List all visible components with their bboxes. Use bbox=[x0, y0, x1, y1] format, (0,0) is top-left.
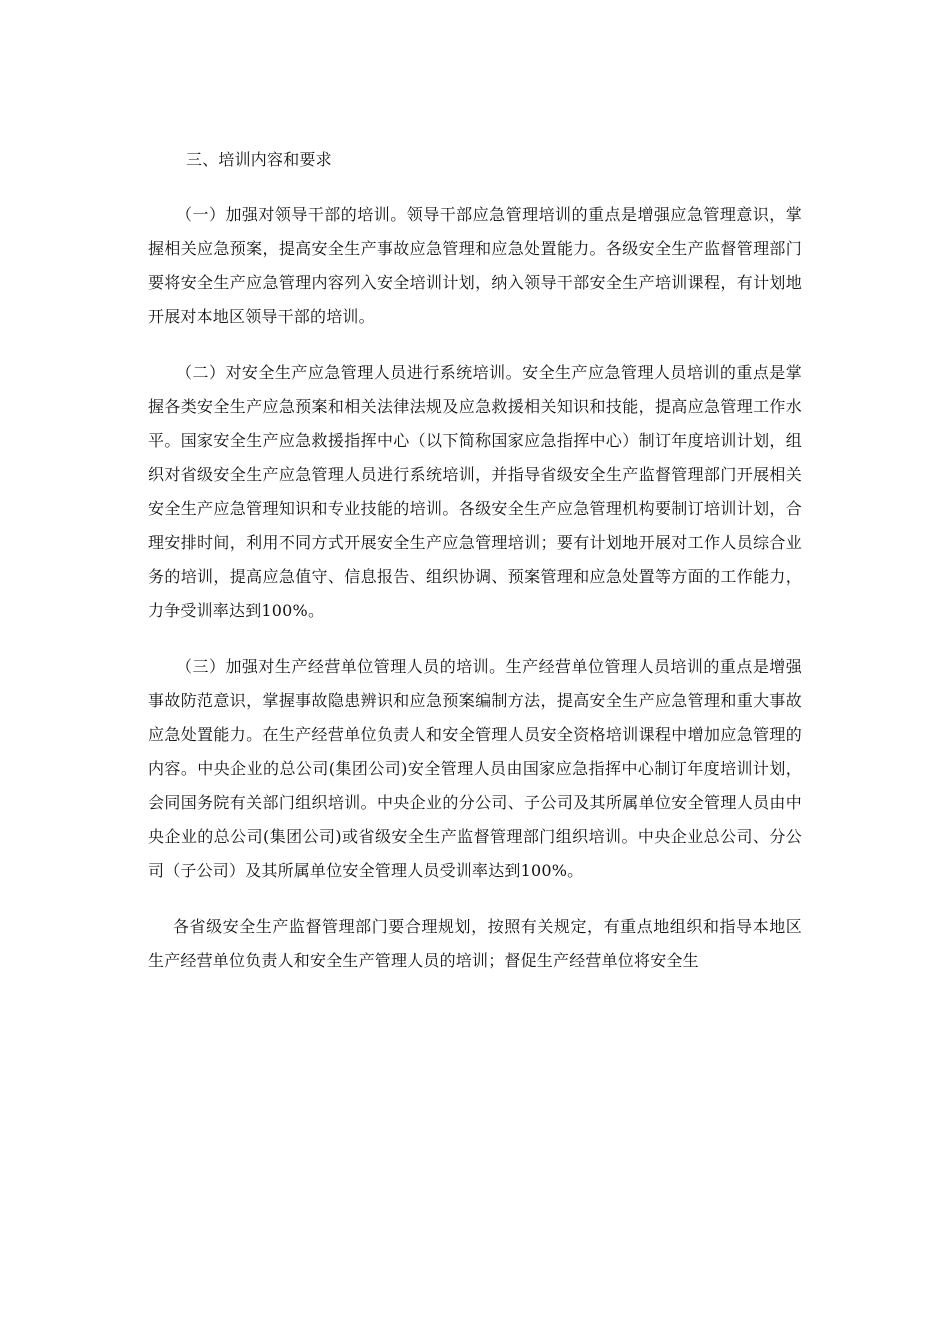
section-heading: 三、培训内容和要求 bbox=[186, 150, 332, 169]
paragraph-enterprise-managers-training: （三）加强对生产经营单位管理人员的培训。生产经营单位管理人员培训的重点是增强事故防范意识，掌握事故隐患辨识和应急预案编制方法，提高安全生产应急管理和重大事故应急处置能力。在生产经营单位负责人和安全管理人员安全资格培训课程中增加应急管理的内容。中央企业的总公司(集团公司)安全管理人员由国家应急指挥中心制订年度培训计划，会同国务院有关部门组织培训。中央企业的分公司、子公司及其所属单位安全管理人员由中央企业的总公司(集团公司)或省级安全生产监督管理部门组织培训。中央企业总公司、分公司（子公司）及其所属单位安全管理人员受训率达到100%。 bbox=[148, 657, 802, 880]
paragraph-emergency-staff-training: （二）对安全生产应急管理人员进行系统培训。安全生产应急管理人员培训的重点是掌握各类安全生产应急预案和相关法律法规及应急救援相关知识和技能，提高应急管理工作水平。国家安全生产应急救援指挥中心（以下简称国家应急指挥中心）制订年度培训计划，组织对省级安全生产应急管理人员进行系统培训，并指导省级安全生产监督管理部门开展相关安全生产应急管理知识和专业技能的培训。各级安全生产应急管理机构要制订培训计划，合理安排时间，利用不同方式开展安全生产应急管理培训；要有计划地开展对工作人员综合业务的培训，提高应急值守、信息报告、组织协调、预案管理和应急处置等方面的工作能力，力争受训率达到100%。 bbox=[148, 363, 802, 620]
paragraph-leaders-training: （一）加强对领导干部的培训。领导干部应急管理培训的重点是增强应急管理意识，掌握相关应急预案，提高安全生产事故应急管理和应急处置能力。各级安全生产监督管理部门要将安全生产应急管理内容列入安全培训计划，纳入领导干部安全生产培训课程，有计划地开展对本地区领导干部的培训。 bbox=[148, 205, 802, 326]
document-body bbox=[148, 143, 802, 1000]
paragraph-provincial-departments: 各省级安全生产监督管理部门要合理规划，按照有关规定，有重点地组织和指导本地区生产经营单位负责人和安全生产管理人员的培训；督促生产经营单位将安全生 bbox=[148, 917, 802, 970]
